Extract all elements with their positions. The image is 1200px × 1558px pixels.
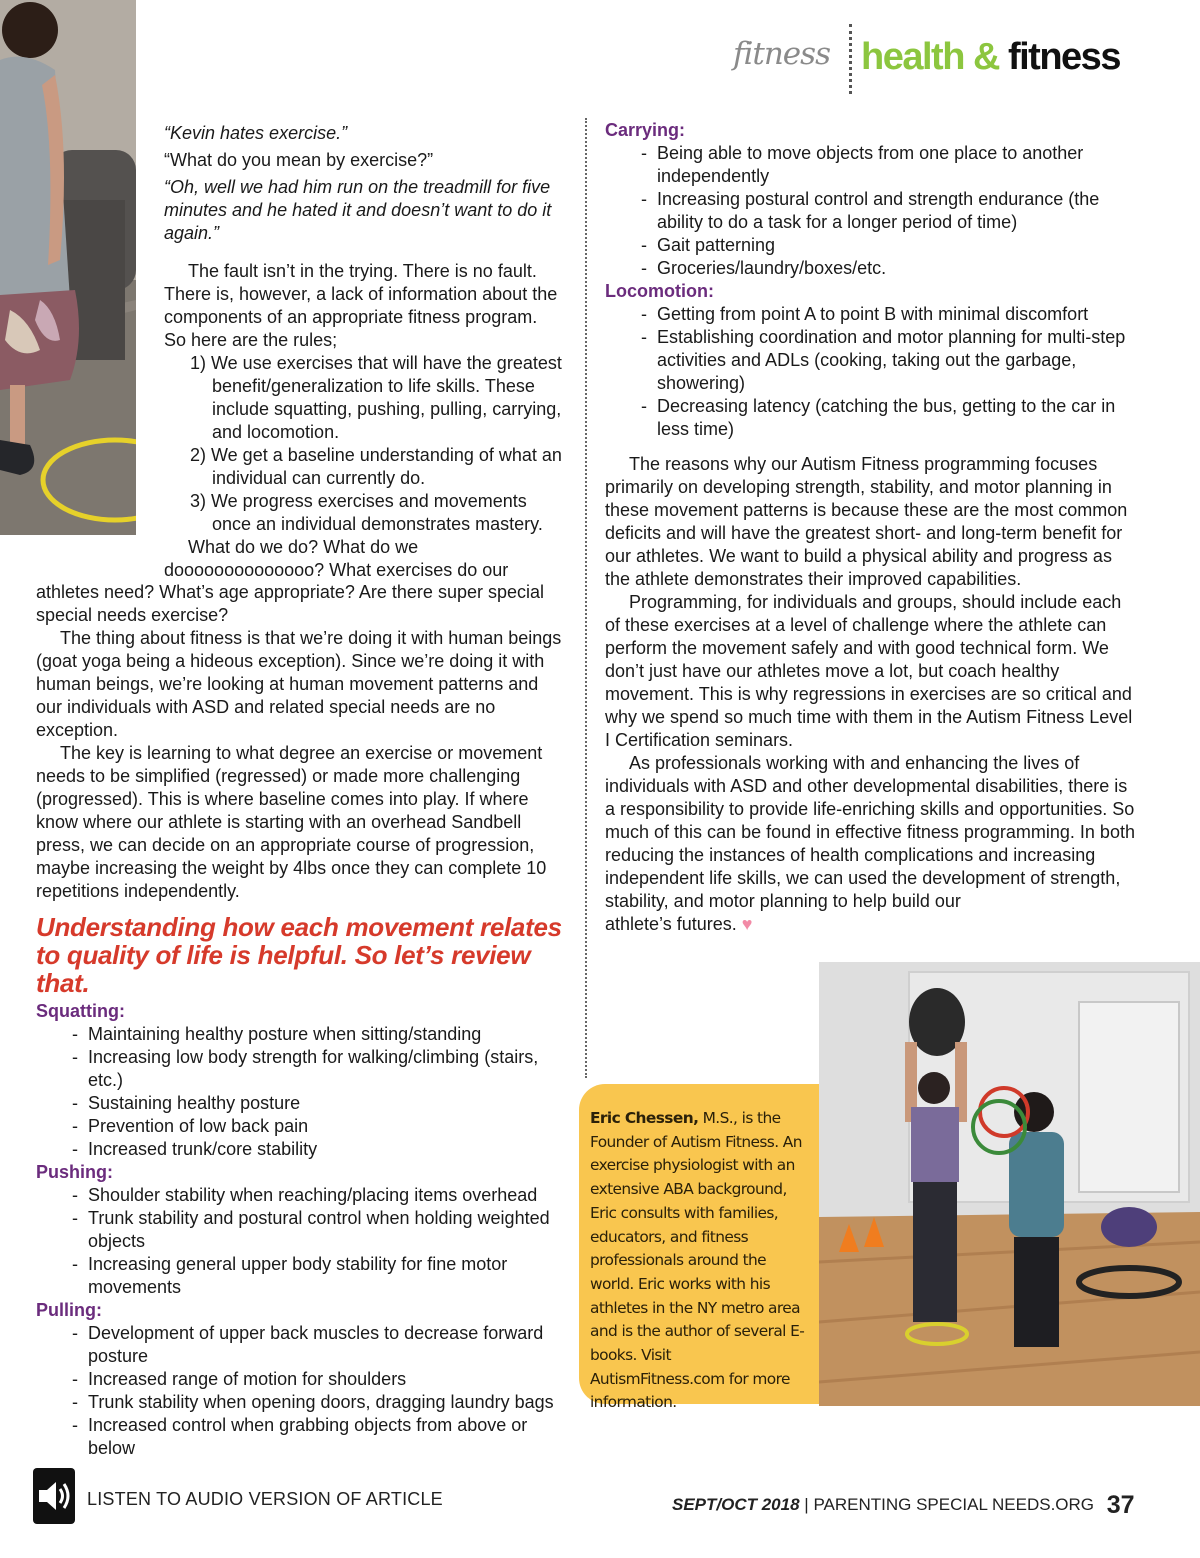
section-title-part2: fitness [1007,36,1120,78]
key-paragraph: The key is learning to what degree an exercise or movement needs to be simplified (regressed) or made more challenging (progressed). This is where baseline comes into play. If where know where our athlete is starting with an overhead Sandbell press, we can decide on an appropriate course of progression, maybe increasing the weight by 4lbs once they can complete 10 repetitions independently. [36,743,547,901]
section-script-label: fitness [733,36,830,72]
photo-right-illustration [819,962,1200,1406]
section-pushing [36,1161,562,1299]
list-item: - Getting from point A to point B with minimal discomfort [641,304,1089,324]
photo-left-illustration [0,0,136,535]
humans-paragraph: The thing about fitness is that we’re doing it with human beings (goat yoga being a hideous exception). Since we’re doing it with human beings, we’re looking at human movement patterns and our individuals with ASD and related special needs are no exception. [36,628,562,740]
rule-item: 2) We get a baseline understanding of what an individual can currently do. [190,445,562,488]
list-item: - Groceries/laundry/boxes/etc. [641,258,887,278]
section-locomotion [605,280,1135,441]
section-carrying [605,119,1135,280]
section-heading: Pushing: [36,1162,113,1182]
what-paragraph-rest: athletes need? What’s age appropriate? Are there super special special needs exercise? [36,582,544,625]
photo-athlete-overhead-press [819,962,1200,1406]
heart-icon: ♥ [741,914,753,934]
footer-separator: | [804,1495,809,1514]
list-item: - Establishing coordination and motor planning for multi-step activities and ADLs (cooking, taking out the garbage, showering) [641,327,1126,393]
list-item: - Being able to move objects from one place to another independently [641,143,1084,186]
section-squatting [36,1000,562,1161]
column-divider [585,118,587,1078]
bullet-list [605,303,1135,441]
dialogue-line-1: “Kevin hates exercise.” [164,123,348,143]
list-item: - Increased trunk/core stability [72,1139,318,1159]
dialogue-block [164,122,564,249]
section-title-part1: health & [861,36,999,78]
list-item: - Trunk stability when opening doors, dragging laundry bags [72,1392,554,1412]
pull-quote: Understanding how each movement relates to quality of life is helpful. So let’s review that. [36,912,562,998]
site-name: PARENTING SPECIAL NEEDS.ORG [813,1495,1095,1514]
section-heading: Carrying: [605,120,686,140]
list-item: - Prevention of low back pain [72,1116,309,1136]
programming-paragraph: Programming, for individuals and groups, should include each of these exercises at a level of challenge where the athlete can perform the movement safely and with good technical form. We don’t just have our athletes move a lot, but coach healthy movement. This is why regressions in exercises are so critical and why we spend so much time with them in the Autism Fitness Level I Certification seminars. [605,592,1133,750]
what-line-1: What do we do? What do we [188,537,419,557]
section-pulling [36,1299,562,1460]
section-heading: Pulling: [36,1300,102,1320]
list-item: - Increased range of motion for shoulders [72,1369,407,1389]
bullet-list [36,1322,562,1460]
page-footer [672,1488,1135,1517]
left-body [36,581,562,903]
what-line-2: doooooooooooooo? What exercises do our [164,560,509,580]
audio-speaker-icon[interactable] [33,1468,75,1524]
section-title [861,36,1120,79]
page-number: 37 [1106,1491,1135,1519]
speaker-icon [33,1468,75,1524]
issue-date: SEPT/OCT 2018 [672,1495,800,1514]
list-item: - Increasing postural control and strength endurance (the ability to do a task for a longer period of time) [641,189,1100,232]
dialogue-line-3: “Oh, well we had him run on the treadmill for five minutes and he hated it and doesn’t want to do it again.” [164,177,552,243]
bullet-list [605,142,1135,280]
list-item: - Decreasing latency (catching the bus, getting to the car in less time) [641,396,1116,439]
list-item: - Shoulder stability when reaching/placing items overhead [72,1185,538,1205]
professionals-paragraph: As professionals working with and enhancing the lives of individuals with ASD and other developmental disabilities, there is a responsibility to provide life-enriching skills and opportunities. So much of this can be found in effective fitness programming. In both reducing the instances of health complications and increasing independent life skills, we can used the development of strength, stability, and motor planning to help build our [605,753,1135,911]
movement-sections-left [36,1000,562,1460]
list-item: - Maintaining healthy posture when sitting/standing [72,1024,482,1044]
header-divider [849,24,852,94]
rule-item: 3) We progress exercises and movements once an individual demonstrates mastery. [190,491,543,534]
list-item: - Increased control when grabbing objects from above or below [72,1415,528,1458]
list-item: - Development of upper back muscles to decrease forward posture [72,1323,544,1366]
section-heading: Squatting: [36,1001,125,1021]
rule-item: 1) We use exercises that will have the greatest benefit/generalization to life skills. These include squatting, pushing, pulling, carrying, and locomotion. [190,353,562,442]
list-item: - Increasing general upper body stability for fine motor movements [72,1254,508,1297]
list-item: - Sustaining healthy posture [72,1093,301,1113]
intro-block [164,260,564,582]
reasons-paragraph: The reasons why our Autism Fitness programming focuses primarily on developing strength, stability, and motor planning in these movement patterns is because these are the most common deficits and will have the greatest short- and long-term benefit for our athletes. We want to build a physical ability and progress as the athlete demonstrates their improved capabilities. [605,454,1128,589]
list-item: - Increasing low body strength for walking/climbing (stairs, etc.) [72,1047,539,1090]
photo-athlete-hula-hoop [0,0,136,535]
author-bio [590,1107,808,1415]
closing-line: athlete’s futures. ♥ [605,914,753,934]
author-name: Eric Chessen, [590,1109,699,1127]
section-heading: Locomotion: [605,281,714,301]
audio-version-link[interactable]: LISTEN TO AUDIO VERSION OF ARTICLE [87,1489,443,1509]
list-item: - Gait patterning [641,235,776,255]
bullet-list [36,1184,562,1299]
intro-paragraph: The fault isn’t in the trying. There is no fault. There is, however, a lack of information about the components of an appropriate fitness program. So here are the rules; [164,261,558,350]
rules-list [164,352,564,536]
author-bio-text: M.S., is the Founder of Autism Fitness. An exercise physiologist with an extensive ABA background, Eric consults with families, educators, and fitness professionals around the world. Eric works with his athletes in the NY metro area and is the author of several E-books. Visit AutismFitness.com for more information. [590,1109,805,1412]
list-item: - Trunk stability and postural control when holding weighted objects [72,1208,550,1251]
dialogue-line-2: “What do you mean by exercise?” [164,150,434,170]
bullet-list [36,1023,562,1161]
right-body [605,119,1135,936]
